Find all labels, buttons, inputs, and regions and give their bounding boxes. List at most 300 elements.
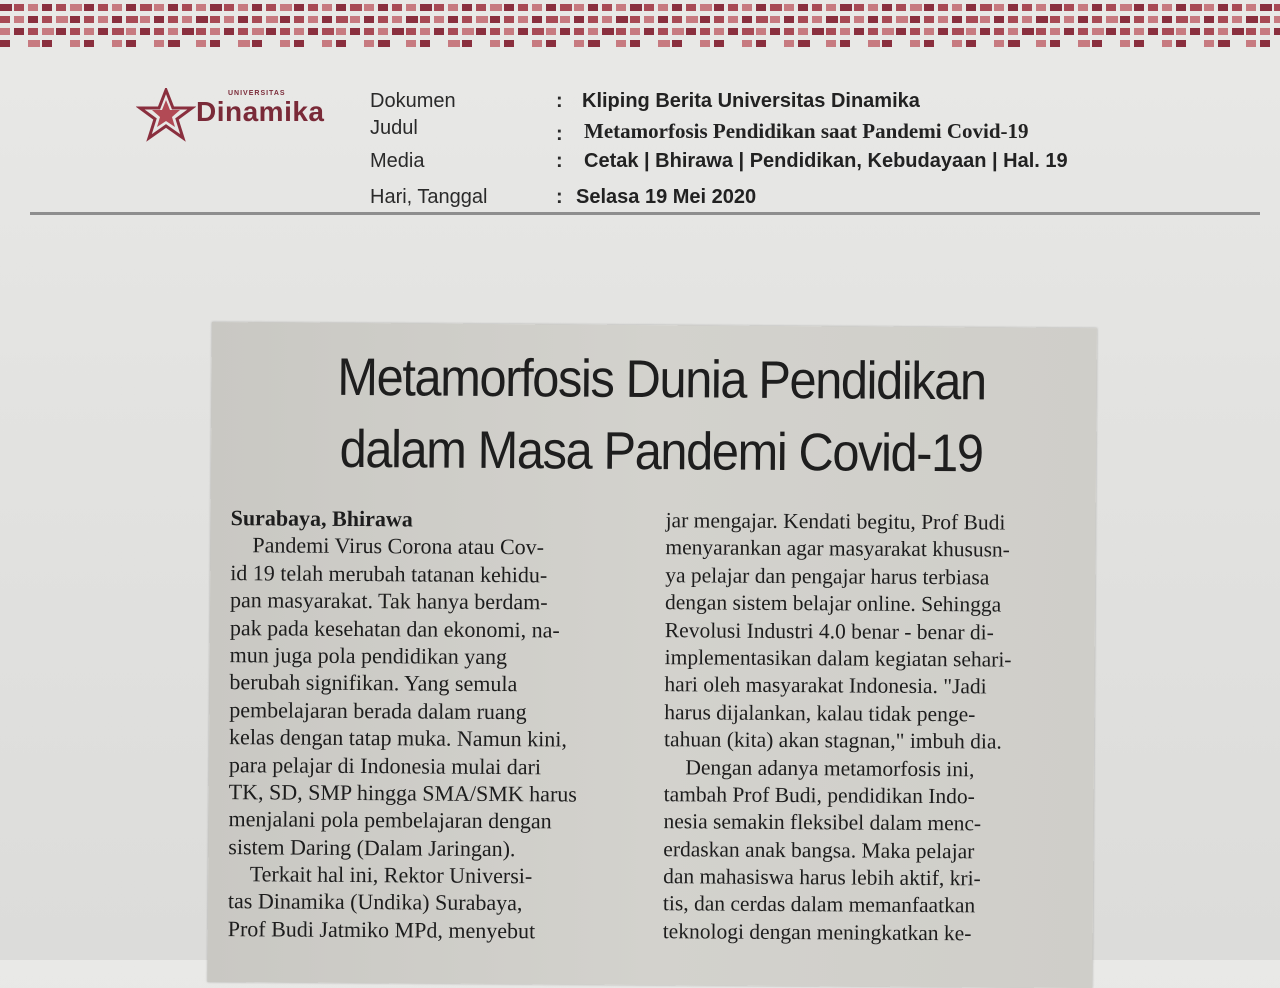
pattern-block — [1092, 4, 1102, 11]
pattern-block — [616, 16, 628, 23]
pattern-block — [840, 40, 850, 47]
pattern-block — [1204, 4, 1214, 11]
pattern-block — [770, 16, 780, 23]
pattern-block — [252, 16, 262, 23]
pattern-block — [196, 4, 206, 11]
article-text-line: implementasikan dalam kegiatan sehari- — [664, 645, 1012, 672]
pattern-block — [448, 40, 460, 47]
pattern-block — [70, 28, 80, 35]
pattern-block — [1218, 28, 1228, 35]
pattern-block — [938, 4, 948, 11]
pattern-block — [14, 16, 24, 23]
article-text-line: Prof Budi Jatmiko MPd, menyebut — [227, 915, 536, 944]
pattern-block — [378, 4, 388, 11]
pattern-block — [154, 28, 164, 35]
pattern-block — [938, 16, 948, 23]
article-column-left — [228, 504, 641, 945]
pattern-block — [42, 40, 52, 47]
article-text-line: dan mahasiswa harus lebih aktif, kri- — [663, 864, 981, 891]
pattern-block — [70, 16, 80, 23]
pattern-block — [826, 16, 838, 23]
pattern-block — [210, 16, 220, 23]
pattern-block — [504, 4, 514, 11]
pattern-block — [616, 28, 626, 35]
pattern-block — [742, 4, 752, 11]
pattern-block — [406, 40, 416, 47]
pattern-block — [952, 4, 962, 11]
newspaper-clipping — [207, 322, 1097, 988]
pattern-block — [1176, 28, 1186, 35]
pattern-block — [1106, 4, 1116, 11]
pattern-block — [126, 28, 136, 35]
pattern-block — [532, 4, 542, 11]
pattern-block — [196, 40, 206, 47]
pattern-block — [658, 16, 668, 23]
pattern-block — [112, 4, 122, 11]
pattern-block — [952, 28, 964, 35]
pattern-block — [742, 40, 752, 47]
article-dateline: Surabaya, Bhirawa — [230, 505, 413, 532]
pattern-block — [140, 28, 150, 35]
pattern-block — [1064, 16, 1074, 23]
pattern-block — [896, 16, 908, 23]
pattern-block — [1190, 16, 1200, 23]
pattern-block — [574, 28, 584, 35]
pattern-block — [434, 16, 444, 23]
pattern-block — [1064, 4, 1074, 11]
logo-wordmark: Dinamika — [196, 96, 325, 127]
pattern-block — [574, 40, 584, 47]
pattern-block — [126, 4, 136, 11]
pattern-block — [98, 28, 108, 35]
pattern-block — [714, 28, 724, 35]
decorative-pattern-band — [0, 0, 1280, 60]
pattern-block — [896, 28, 906, 35]
pattern-block — [126, 16, 138, 23]
pattern-block — [868, 28, 878, 35]
pattern-block — [924, 28, 934, 35]
pattern-block — [1190, 28, 1200, 35]
meta-colon: : — [556, 186, 563, 208]
pattern-block — [1274, 16, 1280, 23]
pattern-block — [1134, 4, 1144, 11]
pattern-block — [294, 28, 304, 35]
pattern-block — [784, 40, 794, 47]
pattern-block — [672, 28, 684, 35]
article-text-line: Revolusi Industri 4.0 benar - benar di- — [664, 617, 994, 645]
pattern-block — [700, 28, 710, 35]
pattern-block — [42, 16, 52, 23]
pattern-block — [532, 16, 542, 23]
pattern-block — [1260, 4, 1272, 11]
pattern-block — [28, 16, 38, 23]
pattern-block — [434, 4, 444, 11]
pattern-block — [1008, 4, 1018, 11]
pattern-block — [546, 40, 556, 47]
pattern-block — [798, 16, 808, 23]
article-text-line: tis, dan cerdas dalam memanfaatkan — [662, 891, 976, 918]
pattern-block — [546, 4, 556, 11]
pattern-block — [1022, 4, 1032, 11]
pattern-block — [154, 16, 164, 23]
pattern-block — [644, 4, 654, 11]
pattern-block — [406, 4, 416, 11]
meta-label: Dokumen — [370, 90, 456, 112]
pattern-block — [924, 40, 934, 47]
pattern-block — [308, 16, 318, 23]
pattern-block — [266, 28, 276, 35]
pattern-block — [308, 28, 318, 35]
pattern-block — [28, 40, 40, 47]
pattern-block — [560, 28, 570, 35]
pattern-block — [616, 40, 626, 47]
meta-colon: : — [556, 150, 563, 172]
pattern-block — [868, 40, 880, 47]
pattern-block — [238, 40, 250, 47]
pattern-block — [280, 16, 290, 23]
pattern-block — [560, 4, 572, 11]
pattern-block — [448, 28, 458, 35]
pattern-block — [406, 16, 418, 23]
pattern-block — [630, 16, 640, 23]
pattern-block — [602, 28, 614, 35]
pattern-block — [672, 4, 682, 11]
pattern-block — [994, 16, 1004, 23]
pattern-block — [1120, 28, 1130, 35]
pattern-block — [98, 4, 108, 11]
article-text-line: pembelajaran berada dalam ruang — [229, 696, 527, 724]
pattern-block — [504, 16, 514, 23]
pattern-block — [560, 16, 570, 23]
article-text-line: Pandemi Virus Corona atau Cov- — [230, 532, 545, 560]
pattern-block — [1260, 28, 1270, 35]
pattern-block — [812, 28, 824, 35]
article-text-line: kelas dengan tatap muka. Namun kini, — [229, 724, 568, 752]
pattern-block — [1036, 16, 1048, 23]
pattern-block — [714, 40, 724, 47]
pattern-block — [140, 4, 152, 11]
pattern-block — [1120, 4, 1132, 11]
pattern-block — [812, 4, 822, 11]
pattern-block — [518, 4, 528, 11]
pattern-block — [756, 28, 766, 35]
pattern-block — [182, 28, 194, 35]
pattern-block — [504, 40, 514, 47]
pattern-block — [294, 16, 304, 23]
pattern-block — [210, 4, 222, 11]
pattern-block — [196, 16, 208, 23]
meta-colon: : — [556, 123, 563, 145]
pattern-block — [294, 40, 304, 47]
pattern-block — [994, 4, 1004, 11]
pattern-block — [686, 16, 698, 23]
article-text-line: dengan sistem belajar online. Sehingga — [664, 590, 1002, 617]
pattern-block — [770, 28, 780, 35]
pattern-block — [826, 40, 836, 47]
pattern-block — [490, 28, 500, 35]
pattern-block — [658, 40, 670, 47]
pattern-block — [994, 40, 1004, 47]
pattern-block — [1218, 40, 1230, 47]
pattern-block — [798, 40, 810, 47]
pattern-block — [84, 28, 94, 35]
pattern-block — [756, 4, 766, 11]
pattern-block — [1218, 16, 1228, 23]
pattern-block — [1008, 40, 1020, 47]
pattern-block — [476, 16, 488, 23]
pattern-block — [742, 28, 754, 35]
pattern-block — [0, 16, 10, 23]
pattern-block — [1162, 16, 1172, 23]
pattern-block — [910, 16, 920, 23]
pattern-block — [378, 28, 388, 35]
pattern-block — [966, 28, 976, 35]
article-text-line: jar mengajar. Kendati begitu, Prof Budi — [665, 508, 1006, 535]
pattern-block — [966, 4, 976, 11]
pattern-block — [462, 40, 472, 47]
pattern-block — [350, 4, 362, 11]
pattern-block — [616, 4, 626, 11]
pattern-block — [112, 28, 124, 35]
pattern-block — [1078, 28, 1088, 35]
pattern-block — [532, 40, 542, 47]
pattern-block — [1134, 28, 1144, 35]
pattern-block — [1134, 40, 1144, 47]
pattern-block — [448, 4, 458, 11]
pattern-block — [826, 4, 836, 11]
article-column-right — [663, 507, 1076, 948]
pattern-block — [630, 40, 640, 47]
pattern-block — [490, 40, 500, 47]
pattern-block — [126, 40, 136, 47]
pattern-block — [784, 16, 794, 23]
article-text-line: Terkait hal ini, Rektor Universi- — [228, 861, 533, 889]
pattern-block — [434, 28, 444, 35]
pattern-block — [210, 28, 220, 35]
pattern-block — [42, 28, 54, 35]
pattern-block — [1106, 16, 1118, 23]
pattern-block — [1036, 28, 1046, 35]
pattern-block — [896, 4, 906, 11]
meta-value: Selasa 19 Mei 2020 — [576, 186, 757, 208]
pattern-block — [630, 28, 640, 35]
pattern-block — [728, 16, 738, 23]
pattern-block — [1134, 16, 1144, 23]
pattern-block — [686, 28, 696, 35]
pattern-block — [1218, 4, 1228, 11]
pattern-block — [882, 40, 892, 47]
pattern-block — [672, 40, 682, 47]
pattern-block — [1092, 28, 1104, 35]
pattern-block — [714, 16, 724, 23]
pattern-block — [490, 4, 502, 11]
pattern-block — [826, 28, 836, 35]
pattern-block — [112, 40, 122, 47]
article-text-line: erdaskan anak bangsa. Maka pelajar — [663, 836, 975, 864]
pattern-block — [98, 16, 108, 23]
pattern-block — [504, 28, 514, 35]
pattern-block — [518, 16, 528, 23]
pattern-block — [1036, 4, 1046, 11]
article-text-line: teknologi dengan meningkatkan ke- — [662, 919, 972, 946]
pattern-block — [882, 16, 892, 23]
article-text-line: sistem Daring (Dalam Jaringan). — [228, 833, 516, 861]
pattern-block — [1148, 16, 1158, 23]
article-text-line: id 19 telah merubah tatanan kehidu- — [230, 559, 548, 588]
pattern-block — [462, 16, 472, 23]
article-text-line: menjalani pola pembelajaran dengan — [228, 806, 552, 834]
pattern-block — [588, 28, 598, 35]
article-text-line: TK, SD, SMP hingga SMA/SMK harus — [228, 779, 577, 807]
pattern-block — [196, 28, 206, 35]
pattern-block — [462, 28, 474, 35]
pattern-block — [924, 4, 934, 11]
pattern-block — [1204, 28, 1214, 35]
pattern-block — [1246, 40, 1256, 47]
pattern-block — [980, 4, 992, 11]
pattern-block — [336, 16, 348, 23]
pattern-block — [84, 4, 94, 11]
pattern-block — [266, 16, 278, 23]
pattern-block — [322, 40, 332, 47]
pattern-block — [532, 28, 544, 35]
pattern-block — [224, 4, 234, 11]
pattern-block — [1078, 40, 1090, 47]
pattern-block — [644, 16, 654, 23]
pattern-block — [364, 16, 374, 23]
pattern-block — [378, 40, 390, 47]
pattern-block — [518, 28, 528, 35]
pattern-block — [406, 28, 416, 35]
pattern-block — [1050, 4, 1062, 11]
pattern-block — [672, 16, 682, 23]
pattern-block — [1232, 4, 1242, 11]
pattern-block — [728, 28, 738, 35]
pattern-block — [168, 28, 178, 35]
article-text-line: tas Dinamika (Undika) Surabaya, — [227, 888, 523, 916]
pattern-block — [952, 40, 962, 47]
article-text-line: harus dijalankan, kalau tidak penge- — [664, 699, 976, 727]
pattern-block — [42, 4, 52, 11]
pattern-block — [350, 28, 360, 35]
pattern-block — [1078, 4, 1088, 11]
pattern-block — [1246, 4, 1256, 11]
pattern-block — [154, 4, 164, 11]
pattern-block — [224, 28, 234, 35]
meta-label: Media — [370, 150, 425, 172]
pattern-block — [756, 16, 768, 23]
pattern-block — [966, 16, 978, 23]
pattern-block — [602, 4, 612, 11]
pattern-block — [1120, 16, 1130, 23]
pattern-block — [266, 4, 276, 11]
meta-label: Judul — [370, 117, 418, 139]
pattern-block — [994, 28, 1004, 35]
pattern-block — [322, 4, 332, 11]
pattern-block — [1162, 4, 1172, 11]
pattern-block — [252, 40, 262, 47]
pattern-block — [154, 40, 164, 47]
pattern-block — [714, 4, 724, 11]
article-text-line: tahuan (kita) akan stagnan," imbuh dia. — [664, 727, 1002, 754]
pattern-block — [910, 40, 920, 47]
pattern-block — [574, 4, 584, 11]
pattern-block — [70, 40, 80, 47]
article-text-line: ya pelajar dan pengajar harus terbiasa — [665, 562, 990, 590]
pattern-block — [700, 4, 712, 11]
pattern-block — [252, 28, 264, 35]
pattern-block — [882, 28, 894, 35]
pattern-block — [238, 4, 248, 11]
pattern-block — [294, 4, 304, 11]
logo-subtitle: UNIVERSITAS — [228, 90, 286, 97]
pattern-block — [392, 4, 402, 11]
pattern-block — [630, 4, 642, 11]
pattern-block — [1064, 28, 1074, 35]
pattern-block — [0, 28, 10, 35]
pattern-block — [938, 28, 948, 35]
pattern-block — [1148, 28, 1158, 35]
pattern-block — [644, 28, 654, 35]
pattern-block — [574, 16, 584, 23]
pattern-block — [1092, 16, 1102, 23]
pattern-block — [840, 28, 850, 35]
pattern-block — [448, 16, 458, 23]
pattern-block — [798, 28, 808, 35]
pattern-block — [378, 16, 388, 23]
pattern-block — [1008, 28, 1018, 35]
pattern-block — [1120, 40, 1130, 47]
pattern-block — [840, 16, 850, 23]
pattern-block — [392, 28, 404, 35]
pattern-block — [588, 40, 600, 47]
pattern-block — [1190, 4, 1202, 11]
pattern-block — [56, 4, 66, 11]
pattern-block — [1148, 4, 1158, 11]
pattern-block — [420, 16, 430, 23]
pattern-block — [588, 4, 598, 11]
pattern-block — [1050, 28, 1060, 35]
pattern-block — [280, 40, 290, 47]
pattern-block — [56, 28, 66, 35]
pattern-block — [546, 28, 556, 35]
pattern-block — [1204, 16, 1214, 23]
pattern-block — [952, 16, 962, 23]
pattern-block — [308, 4, 318, 11]
article-text-line: hari oleh masyarakat Indonesia. "Jadi — [664, 672, 987, 699]
pattern-block — [28, 4, 38, 11]
pattern-block — [336, 28, 346, 35]
pattern-block — [1176, 4, 1186, 11]
pattern-block — [854, 16, 864, 23]
pattern-block — [756, 40, 766, 47]
article-text-line: Dengan adanya metamorfosis ini, — [663, 754, 975, 781]
pattern-block — [658, 28, 668, 35]
dinamika-star-icon — [136, 88, 196, 144]
pattern-block — [0, 4, 12, 11]
pattern-block — [700, 40, 710, 47]
pattern-block — [462, 4, 472, 11]
pattern-block — [336, 40, 346, 47]
university-logo — [136, 88, 346, 148]
pattern-block — [364, 28, 374, 35]
article-text-line: berubah signifikan. Yang semula — [229, 669, 518, 697]
pattern-block — [84, 16, 94, 23]
pattern-block — [112, 16, 122, 23]
pattern-block — [1050, 16, 1060, 23]
pattern-block — [798, 4, 808, 11]
headline-line-2: dalam Masa Pandemi Covid-19 — [339, 419, 983, 484]
